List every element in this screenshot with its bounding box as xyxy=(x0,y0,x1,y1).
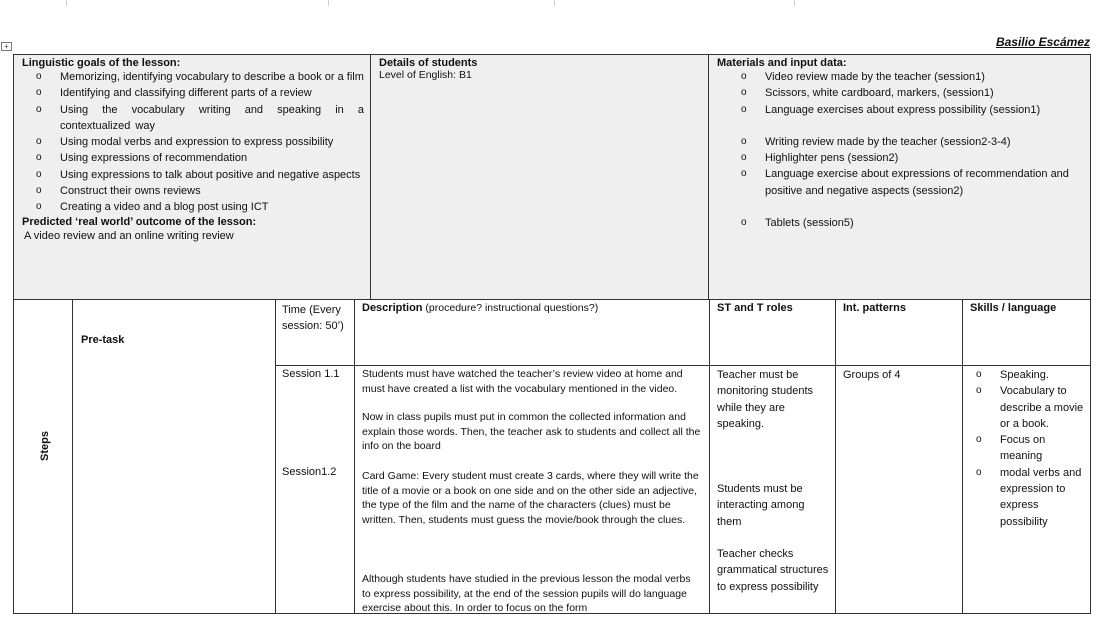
list-item: o Language exercise about expressions of recommendation and positive and negative aspects (session2) xyxy=(717,166,1084,199)
skills-body-cell xyxy=(962,365,1091,614)
list-item: o Highlighter pens (session2) xyxy=(717,150,1084,166)
author-name: Basilio Escámez xyxy=(995,35,1090,49)
linguistic-goals-heading: Linguistic goals of the lesson: xyxy=(22,57,181,69)
list-item: o Construct their owns reviews xyxy=(22,183,364,199)
pretask-label: Pre-task xyxy=(81,334,125,346)
materials-list xyxy=(717,134,1084,199)
list-item: o Writing review made by the teacher (session2-3-4) xyxy=(717,134,1084,150)
description-header-cell xyxy=(354,299,710,366)
description-para-1: Students must have watched the teacher’s review video at home and must have created a list with the vocabulary mentioned in the video. xyxy=(362,368,683,395)
linguistic-goals-list xyxy=(22,69,364,216)
linguistic-goals-cell xyxy=(13,54,371,300)
outcome-text: A video review and an online writing review xyxy=(24,229,234,242)
role-2: Students must be interacting among them xyxy=(717,483,805,528)
description-para-4: Although students have studied in the previous lesson the modal verbs to express possibility, at the end of the session pupils will do language exercise about this. In order to focus on the form xyxy=(362,573,691,614)
outcome-heading: Predicted ‘real world’ outcome of the lesson: xyxy=(22,215,257,228)
materials-heading: Materials and input data: xyxy=(717,57,847,69)
skills-header-cell xyxy=(962,299,1091,366)
students-heading: Details of students xyxy=(379,57,478,69)
list-item: o Scissors, white cardboard, markers, (session1) xyxy=(717,85,1084,101)
roles-header-cell xyxy=(709,299,836,366)
int-pattern-1: Groups of 4 xyxy=(843,369,901,381)
int-patterns-heading: Int. patterns xyxy=(843,302,906,314)
students-cell xyxy=(370,54,709,300)
description-para-2: Now in class pupils must put in common the collected information and explain those words. Then, the teacher ask to students and collect all the info on the board xyxy=(362,411,701,452)
list-item: o Memorizing, identifying vocabulary to describe a book or a film xyxy=(22,69,364,85)
int-patterns-header-cell xyxy=(835,299,963,366)
list-item: o Using modal verbs and expression to express possibility xyxy=(22,134,364,150)
description-heading-rest: (procedure? instructional questions?) xyxy=(422,302,599,314)
list-item: o modal verbs and expression to express possibility xyxy=(962,465,1088,530)
list-item: o Video review made by the teacher (session1) xyxy=(717,69,1084,85)
list-item: o Vocabulary to describe a movie or a book. xyxy=(962,383,1088,432)
list-item: o Focus on meaning xyxy=(962,432,1088,465)
session-1-2: Session1.2 xyxy=(282,466,337,478)
list-item: o Using expressions to talk about positive and negative aspects xyxy=(22,167,364,183)
ruler-tick xyxy=(66,0,67,6)
role-3: Teacher checks grammatical structures to express possibility xyxy=(717,548,829,593)
ruler-tick xyxy=(794,0,795,6)
skills-list xyxy=(962,367,1088,530)
steps-label: Steps xyxy=(39,431,51,461)
ruler-tick xyxy=(554,0,555,6)
list-item: o Creating a video and a blog post using ICT xyxy=(22,199,364,215)
role-1: Teacher must be monitoring students while they are speaking. xyxy=(717,369,813,430)
skills-heading: Skills / language xyxy=(970,302,1057,314)
list-item: o Speaking. xyxy=(962,367,1088,383)
materials-list xyxy=(717,215,1084,231)
time-heading: Time (Every session: 50’) xyxy=(282,304,344,333)
description-body-cell xyxy=(354,365,710,614)
list-item: o Using the vocabulary writing and speaking in a contextualized way xyxy=(22,102,364,135)
time-header-cell xyxy=(275,299,355,366)
roles-heading: ST and T roles xyxy=(717,302,793,314)
list-item: o Identifying and classifying different parts of a review xyxy=(22,85,364,101)
session-1-1: Session 1.1 xyxy=(282,368,340,380)
description-para-3: Card Game: Every student must create 3 cards, where they will write the title of a movie or a book on one side and on the other side an adjective, the type of the film and the name of the characters (clues) must be written. Then, students must guess the movie/book through the clues. xyxy=(362,470,699,526)
pretask-cell xyxy=(72,299,276,614)
materials-list xyxy=(717,69,1084,118)
ruler-tick xyxy=(328,0,329,6)
description-heading: Description xyxy=(362,302,423,314)
table-move-handle-icon[interactable]: + xyxy=(1,42,12,51)
time-body-cell xyxy=(275,365,355,614)
list-item: o Language exercises about express possibility (session1) xyxy=(717,102,1084,118)
students-level: Level of English: B1 xyxy=(379,69,472,81)
materials-cell xyxy=(708,54,1091,300)
list-item: o Tablets (session5) xyxy=(717,215,1084,231)
list-item: o Using expressions of recommendation xyxy=(22,150,364,166)
roles-body-cell xyxy=(709,365,836,614)
int-patterns-body-cell xyxy=(835,365,963,614)
